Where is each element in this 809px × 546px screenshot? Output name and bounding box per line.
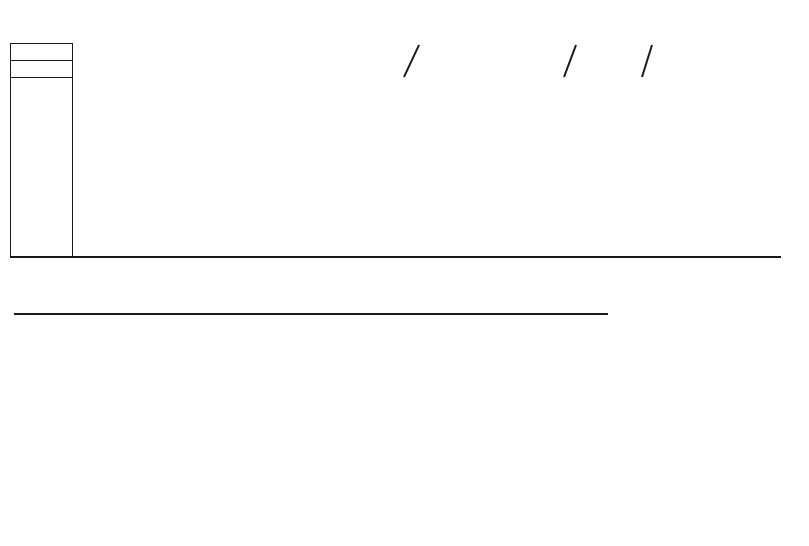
input-signal-code-table <box>14 313 608 315</box>
